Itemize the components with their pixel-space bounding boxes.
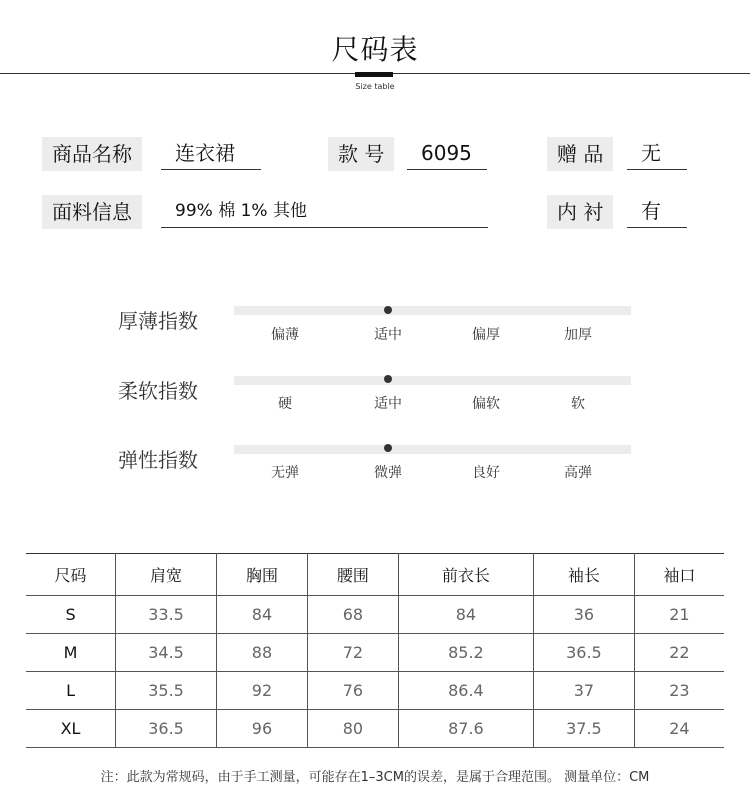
table-cell: 37 <box>533 672 634 710</box>
table-cell: 84 <box>216 596 307 634</box>
cell-size: XL <box>26 710 116 748</box>
header-waist: 腰围 <box>307 554 398 596</box>
table-cell: 37.5 <box>533 710 634 748</box>
header-size: 尺码 <box>26 554 116 596</box>
table-cell: 92 <box>216 672 307 710</box>
cell-size: M <box>26 634 116 672</box>
elasticity-index-label: 弹性指数 <box>118 448 198 472</box>
table-cell: 85.2 <box>398 634 533 672</box>
header-shoulder: 肩宽 <box>116 554 217 596</box>
header-cuff: 袖口 <box>634 554 724 596</box>
thickness-index-label: 厚薄指数 <box>118 309 198 333</box>
table-row <box>26 672 724 710</box>
table-cell: 88 <box>216 634 307 672</box>
lining-value: 有 <box>627 196 687 228</box>
table-cell: 34.5 <box>116 634 217 672</box>
table-cell: 36 <box>533 596 634 634</box>
softness-option: 硬 <box>278 396 292 412</box>
gift-label: 赠 品 <box>547 137 613 171</box>
title-accent-bar <box>355 72 393 77</box>
table-cell: 87.6 <box>398 710 533 748</box>
fabric-value: 99% 棉 1% 其他 <box>161 196 488 228</box>
header-bust: 胸围 <box>216 554 307 596</box>
elasticity-option: 无弹 <box>271 465 299 481</box>
table-cell: 96 <box>216 710 307 748</box>
thickness-option: 加厚 <box>564 327 592 343</box>
table-cell: 72 <box>307 634 398 672</box>
fabric-label: 面料信息 <box>42 195 142 229</box>
thickness-option: 适中 <box>374 327 402 343</box>
table-cell: 84 <box>398 596 533 634</box>
table-row <box>26 634 724 672</box>
table-cell: 23 <box>634 672 724 710</box>
table-cell: 24 <box>634 710 724 748</box>
elasticity-index-bar <box>234 445 631 454</box>
softness-index-label: 柔软指数 <box>118 379 198 403</box>
style-number-label: 款 号 <box>328 137 394 171</box>
lining-label: 内 衬 <box>547 195 613 229</box>
header-front-length: 前衣长 <box>398 554 533 596</box>
table-cell: 35.5 <box>116 672 217 710</box>
softness-option: 偏软 <box>472 396 500 412</box>
table-row <box>26 596 724 634</box>
cell-size: S <box>26 596 116 634</box>
table-cell: 76 <box>307 672 398 710</box>
elasticity-index-marker <box>384 444 392 452</box>
cell-size: L <box>26 672 116 710</box>
table-cell: 22 <box>634 634 724 672</box>
softness-index-bar <box>234 376 631 385</box>
table-cell: 80 <box>307 710 398 748</box>
softness-option: 适中 <box>374 396 402 412</box>
softness-option: 软 <box>571 396 585 412</box>
gift-value: 无 <box>627 138 687 170</box>
elasticity-option: 高弹 <box>564 465 592 481</box>
header-sleeve-length: 袖长 <box>533 554 634 596</box>
table-cell: 33.5 <box>116 596 217 634</box>
product-name-value: 连衣裙 <box>161 138 261 170</box>
table-cell: 21 <box>634 596 724 634</box>
product-name-label: 商品名称 <box>42 137 142 171</box>
table-cell: 86.4 <box>398 672 533 710</box>
thickness-option: 偏厚 <box>472 327 500 343</box>
thickness-index-marker <box>384 306 392 314</box>
table-row <box>26 710 724 748</box>
thickness-index-bar <box>234 306 631 315</box>
table-header-row <box>26 554 724 596</box>
style-number-value: 6095 <box>407 138 487 170</box>
softness-index-marker <box>384 375 392 383</box>
page-subtitle: Size table <box>355 82 395 91</box>
thickness-option: 偏薄 <box>271 327 299 343</box>
elasticity-option: 微弹 <box>374 465 402 481</box>
table-cell: 68 <box>307 596 398 634</box>
elasticity-option: 良好 <box>472 465 500 481</box>
measurement-note: 注：此款为常规码，由于手工测量，可能存在1–3CM的误差，是属于合理范围。 测量单位：CM <box>100 770 650 785</box>
size-table <box>26 553 724 748</box>
page-title: 尺码表 <box>331 33 419 66</box>
table-cell: 36.5 <box>116 710 217 748</box>
table-cell: 36.5 <box>533 634 634 672</box>
